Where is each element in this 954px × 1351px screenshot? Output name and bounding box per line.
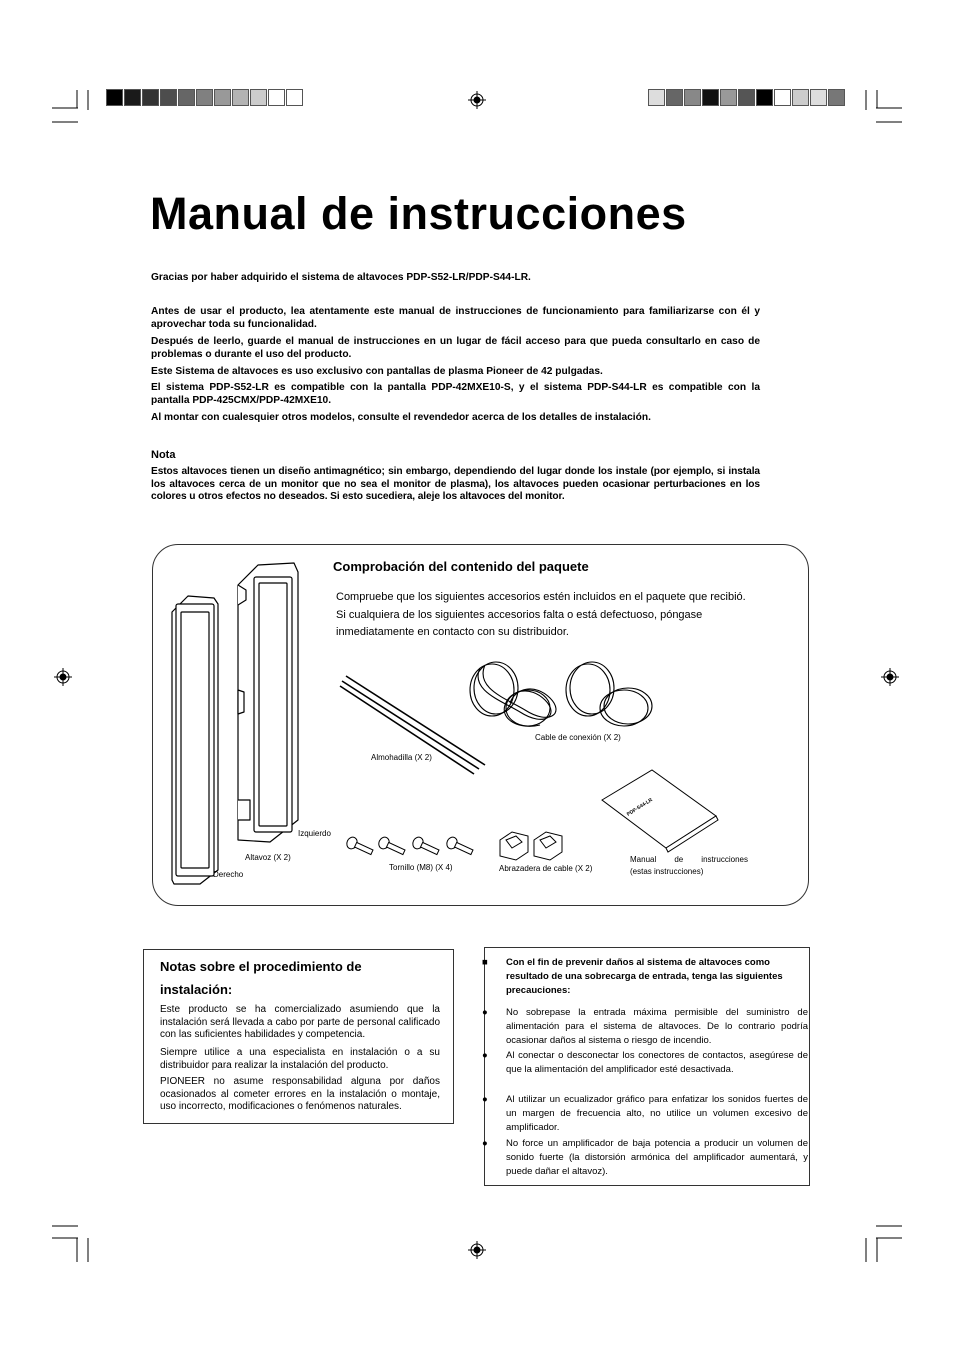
precautions-heading-text: Con el fin de prevenir daños al sistema de altavoces como resultado de una sobrecarga de entrada, tenga las siguientes precauciones: — [506, 957, 783, 996]
label-altavoz: Altavoz (X 2) — [245, 853, 291, 862]
package-heading: Comprobación del contenido del paquete — [333, 559, 589, 574]
intro-paragraph-1: Antes de usar el producto, lea atentamente este manual de instrucciones de funcionamiento para familiarizarse con él y aprovechar toda su funcionalidad. — [151, 306, 760, 330]
package-text-1: Compruebe que los siguientes accesorios estén incluidos en el paquete que recibió. — [336, 591, 746, 603]
page-title: Manual de instrucciones — [150, 188, 687, 239]
bullet-icon: ● — [482, 1007, 488, 1018]
manual-cover-text: PDP-S44-LR — [625, 797, 654, 818]
label-tornillo: Tornillo (M8) (X 4) — [389, 863, 453, 872]
bullet-icon: ● — [482, 1050, 488, 1061]
label-almohadilla: Almohadilla (X 2) — [371, 753, 432, 762]
install-notes-p3: PIONEER no asume responsabilidad alguna por daños ocasionados al cometer errores en la instalación o montaje, uso incorrecto, modificaciones o fenómenos naturales. — [160, 1076, 440, 1112]
intro-paragraph-3: Este Sistema de altavoces es uso exclusivo con pantallas de plasma Pioneer de 42 pulgadas. — [151, 366, 603, 377]
label-abrazadera: Abrazadera de cable (X 2) — [499, 864, 593, 873]
intro-paragraph-4: El sistema PDP-S52-LR es compatible con la pantalla PDP-42MXE10-S, y el sistema PDP-S44-LR es compatible con la pantalla PDP-425CMX/PDP-42MXE10. — [151, 382, 760, 406]
bullet-icon: ● — [482, 1094, 488, 1105]
label-cable: Cable de conexión (X 2) — [535, 733, 621, 742]
label-manual-note: (estas instrucciones) — [630, 867, 704, 876]
intro-thanks: Gracias por haber adquirido el sistema de altavoces PDP-S52-LR/PDP-S44-LR. — [151, 272, 531, 283]
precaution-item: ● Al conectar o desconectar los conectores de contactos, asegúrese de que la alimentación del amplificador esté desactivada. — [482, 1050, 808, 1075]
intro-paragraph-2: Después de leerlo, guarde el manual de instrucciones en un lugar de fácil acceso para que pueda consultarlo en caso de problemas o durante el uso del producto. — [151, 336, 760, 360]
note-text: Estos altavoces tienen un diseño antimagnético; sin embargo, dependiendo del lugar donde los instale (por ejemplo, si instala los altavoces cerca de un monitor que no sea el monitor de plasma), los altavoces pueden ocasionar perturbaciones en los colores u otros efectos no deseados. Si esto sucediera, aleje los altavoces del monitor. — [151, 466, 760, 502]
intro-paragraph-5: Al montar con cualesquier otros modelos, consulte el revendedor acerca de los detalles de instalación. — [151, 412, 651, 423]
install-notes-p1: Este producto se ha comercializado asumiendo que la instalación será llevada a cabo por parte de personal calificado con las suficientes habilidades y competencia. — [160, 1004, 440, 1040]
package-text-2: Si cualquiera de los siguientes accesorios falta o está defectuoso, póngase inmediatamente en contacto con su distribuidor. — [336, 608, 703, 638]
note-heading: Nota — [151, 449, 176, 461]
precaution-item: ● Al utilizar un ecualizador gráfico para enfatizar los sonidos fuertes de un margen de frecuencia alto, no utilice un volumen excesivo de amplificador. — [482, 1094, 808, 1133]
precaution-item: ● No sobrepase la entrada máxima permisible del suministro de alimentación para el sistema de altavoces. De lo contrario podría ocasionar daños al sistema o riesgo de incendio. — [482, 1007, 808, 1046]
label-manual: Manual de instrucciones — [630, 855, 748, 864]
install-notes-p2: Siempre utilice a una especialista en instalación o a su distribuidor para realizar la instalación del producto. — [160, 1047, 440, 1071]
install-notes-heading: Notas sobre el procedimiento de instalación: — [160, 959, 362, 997]
label-derecho: Derecho — [213, 870, 244, 879]
precaution-item: ● No force un amplificador de baja potencia a producir un volumen de sonido fuerte (la distorsión armónica del amplificador aumentará, y puede dañar el altavoz). — [482, 1138, 808, 1177]
label-izquierdo: Izquierdo — [298, 829, 331, 838]
bullet-icon: ● — [482, 1138, 488, 1149]
precautions-heading — [482, 956, 808, 998]
square-bullet-icon: ■ — [482, 957, 488, 968]
